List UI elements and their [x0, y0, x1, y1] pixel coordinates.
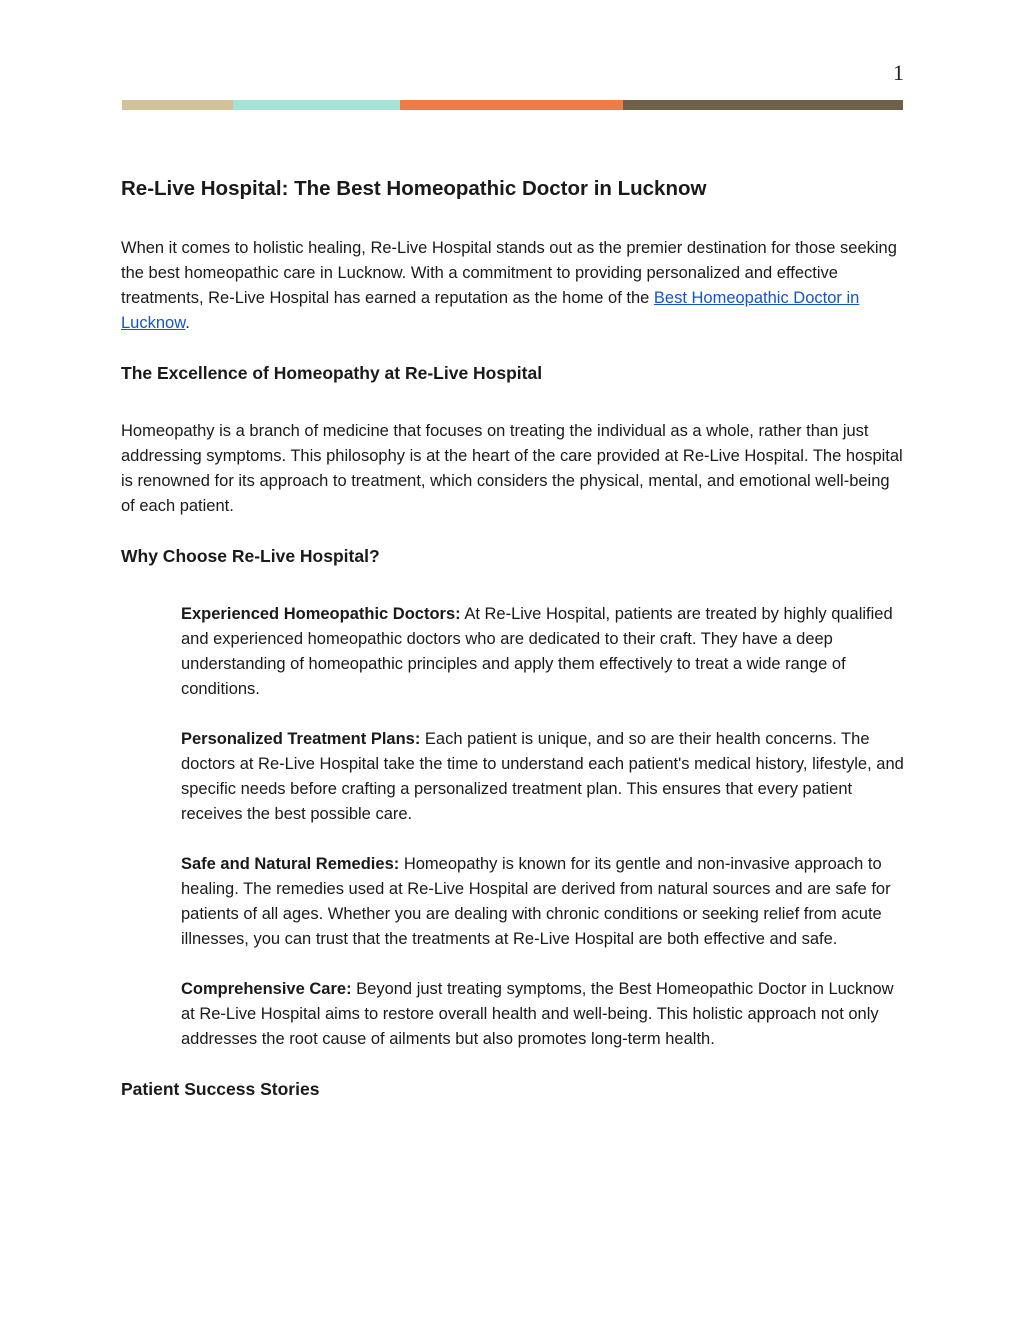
- feature-label: Personalized Treatment Plans:: [181, 730, 421, 748]
- feature-text: Beyond just treating symptoms, the Best Homeopathic Doctor in Lucknow at Re-Live Hospital aims to restore overall health and well-being. This holistic approach not only addresses the root cause of ailments but also promotes long-term health.: [181, 980, 894, 1048]
- heading-why-choose: Why Choose Re-Live Hospital?: [121, 546, 380, 566]
- feature-list: [121, 602, 906, 1052]
- intro-text: When it comes to holistic healing, Re-Live Hospital stands out as the premier destination for those seeking the best homeopathic care in Lucknow. With a commitment to providing personalized and effective treatments, Re-Live Hospital has earned a reputation as the home of the: [121, 239, 897, 307]
- homeopathy-paragraph: Homeopathy is a branch of medicine that focuses on treating the individual as a whole, rather than just addressing symptoms. This philosophy is at the heart of the care provided at Re-Live Hospital. The hospital is renowned for its approach to treatment, which considers the physical, mental, and emotional well-being of each patient.: [121, 422, 903, 515]
- feature-text: Homeopathy is known for its gentle and non-invasive approach to healing. The remedies used at Re-Live Hospital are derived from natural sources and are safe for patients of all ages. Whether you are dealing with chronic conditions or seeking relief from acute illnesses, you can trust that the treatments at Re-Live Hospital are both effective and safe.: [181, 855, 891, 948]
- heading-excellence: The Excellence of Homeopathy at Re-Live Hospital: [121, 363, 543, 383]
- color-bar-segment-tan: [122, 100, 233, 110]
- color-bar-segment-brown: [623, 100, 903, 110]
- page-title: Re-Live Hospital: The Best Homeopathic Doctor in Lucknow: [121, 177, 707, 200]
- feature-label: Comprehensive Care:: [181, 980, 352, 998]
- intro-end: .: [185, 314, 190, 332]
- feature-item: [181, 602, 906, 702]
- feature-text: At Re-Live Hospital, patients are treated by highly qualified and experienced homeopathic doctors who are dedicated to their craft. They have a deep understanding of homeopathic principles and apply them effectively to treat a wide range of conditions.: [181, 605, 893, 698]
- document-body: [121, 172, 906, 1102]
- best-homeopathic-doctor-link[interactable]: Best Homeopathic Doctor in Lucknow: [121, 289, 860, 332]
- feature-item: [181, 727, 906, 827]
- color-bar-segment-aqua: [233, 100, 400, 110]
- color-bar-segment-orange: [400, 100, 623, 110]
- feature-text: Each patient is unique, and so are their health concerns. The doctors at Re-Live Hospital take the time to understand each patient's medical history, lifestyle, and specific needs before crafting a personalized treatment plan. This ensures that every patient receives the best possible care.: [181, 730, 904, 823]
- feature-item: [181, 852, 906, 952]
- heading-patient-success-stories: Patient Success Stories: [121, 1079, 320, 1099]
- feature-label: Safe and Natural Remedies:: [181, 855, 400, 873]
- intro-paragraph: [121, 236, 906, 336]
- header-color-bar: [122, 100, 903, 110]
- feature-label: Experienced Homeopathic Doctors:: [181, 605, 461, 623]
- feature-item: [181, 977, 906, 1052]
- page-number: 1: [893, 60, 904, 85]
